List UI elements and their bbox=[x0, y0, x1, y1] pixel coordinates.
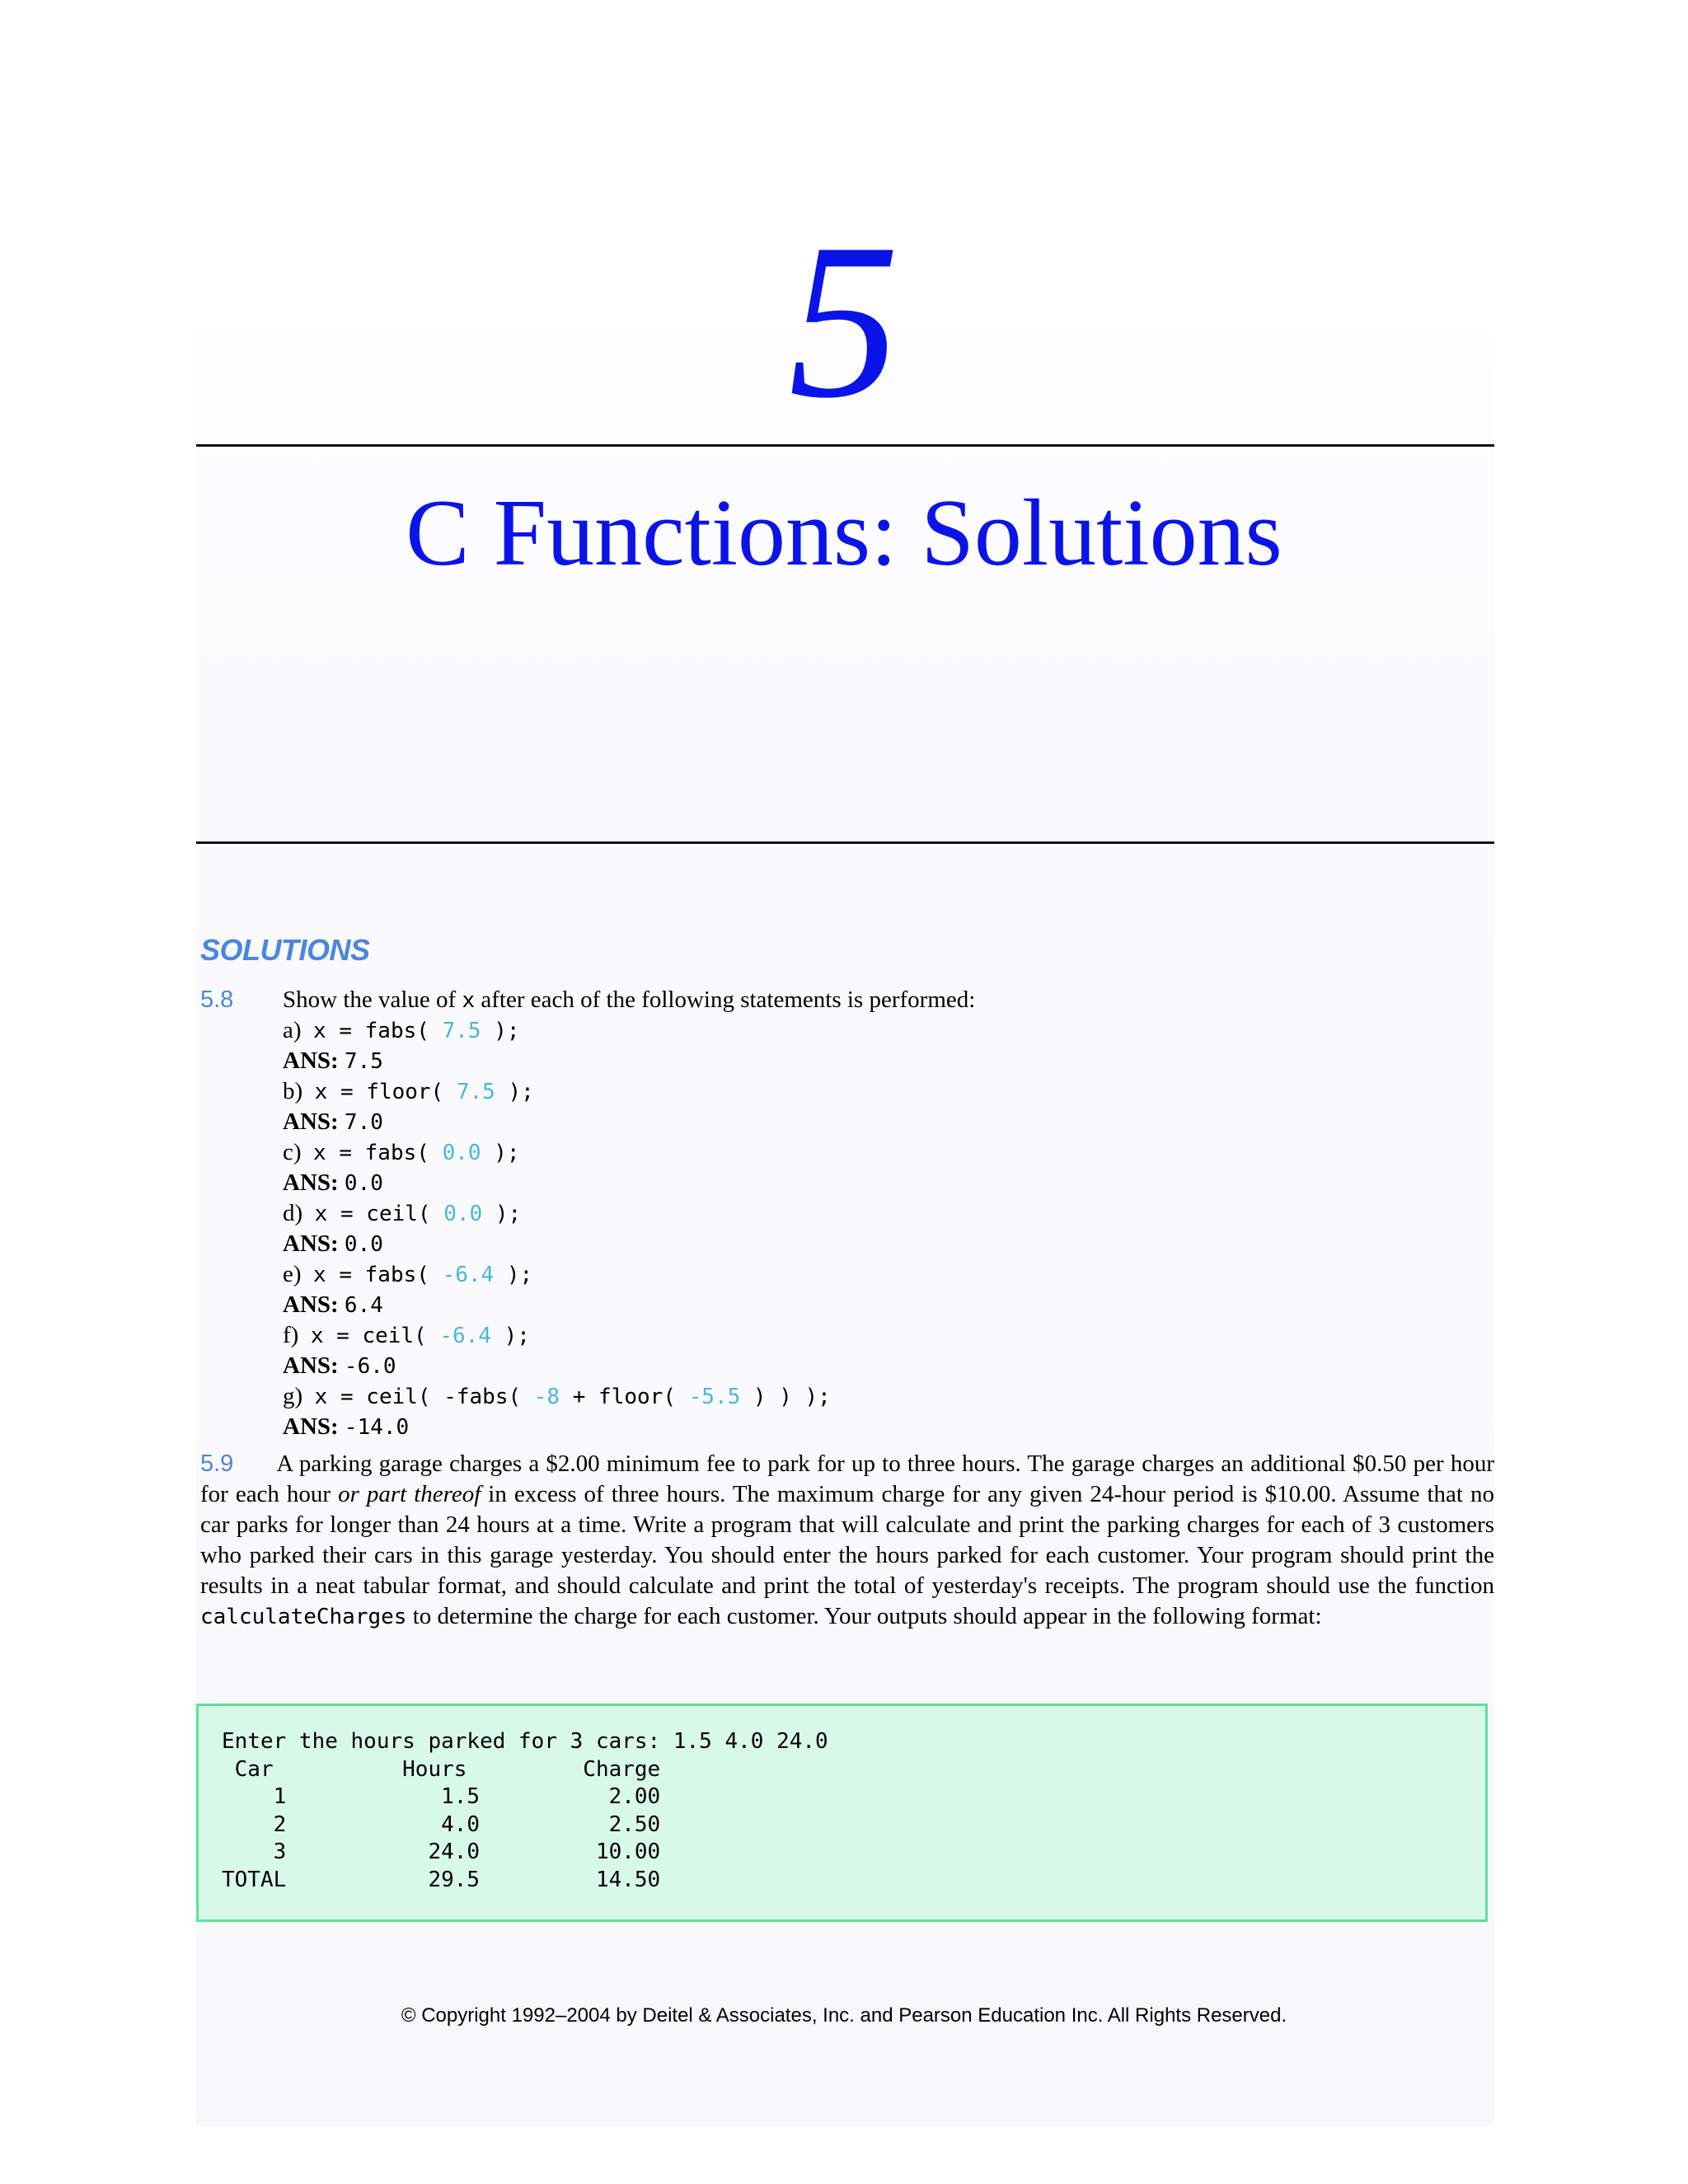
exercise-number-5-9: 5.9 bbox=[200, 1451, 234, 1477]
program-output-text: Enter the hours parked for 3 cars: 1.5 4.0 24.0 Car Hours Charge 1 1.5 2.00 2 4.0 2.50 3 24.0 10.00 TOTAL 29.5 14.50 bbox=[222, 1729, 828, 1892]
question-label: f) bbox=[283, 1322, 299, 1348]
question-code: x = ceil( -fabs( -8 + floor( -5.5 ) ) ); bbox=[314, 1385, 831, 1409]
emphasis-text: or part thereof bbox=[338, 1481, 481, 1507]
intro-text: Show the value of bbox=[283, 987, 462, 1013]
function-name: calculateCharges bbox=[200, 1605, 407, 1629]
answer-value: 0.0 bbox=[344, 1171, 383, 1196]
question-line-g bbox=[283, 1381, 1437, 1412]
program-output-box bbox=[196, 1704, 1488, 1922]
answer-line-g bbox=[283, 1412, 1437, 1442]
answer-label: ANS: bbox=[283, 1352, 339, 1379]
answer-value: 6.4 bbox=[344, 1293, 383, 1318]
answer-label: ANS: bbox=[283, 1108, 339, 1135]
answer-label: ANS: bbox=[283, 1230, 339, 1257]
exercise-5-8-items bbox=[283, 1015, 1437, 1381]
answer-label: ANS: bbox=[283, 1291, 339, 1318]
answer-label: ANS: bbox=[283, 1413, 339, 1440]
bottom-divider bbox=[196, 841, 1494, 844]
question-label: e) bbox=[283, 1261, 302, 1287]
intro-text-end: after each of the following statements is performed: bbox=[475, 987, 976, 1013]
answer-label: ANS: bbox=[283, 1169, 339, 1196]
copyright-notice: © Copyright 1992–2004 by Deitel & Associates, Inc. and Pearson Education Inc. All Rights Reserved. bbox=[401, 2004, 1287, 2027]
answer-line bbox=[283, 1290, 1437, 1320]
answer-value: 0.0 bbox=[344, 1232, 383, 1257]
top-divider bbox=[196, 444, 1494, 447]
exercise-5-8-body bbox=[283, 985, 1437, 1442]
question-code: x = fabs( 7.5 ); bbox=[313, 1019, 520, 1043]
answer-line bbox=[283, 1229, 1437, 1259]
question-label: g) bbox=[283, 1383, 303, 1409]
exercise-5-8-intro bbox=[283, 985, 1437, 1015]
answer-label: ANS: bbox=[283, 1047, 339, 1074]
question-label: c) bbox=[283, 1139, 302, 1165]
answer-value: -6.0 bbox=[344, 1354, 396, 1379]
chapter-title: C Functions: Solutions bbox=[406, 480, 1282, 586]
question-line bbox=[283, 1320, 1437, 1351]
question-code: x = fabs( -6.4 ); bbox=[313, 1263, 533, 1287]
question-code: x = ceil( -6.4 ); bbox=[310, 1324, 530, 1348]
question-code: x = ceil( 0.0 ); bbox=[314, 1202, 522, 1226]
question-label: a) bbox=[283, 1017, 302, 1043]
answer-line bbox=[283, 1107, 1437, 1137]
exercise-5-9-paragraph: 5.9 A parking garage charges a $2.00 minimum fee to park for up to three hours. The garage charges an additional $0.50 per hour for each hour or part thereof in excess of three hours. The maximum charge for any given 24-hour period is $10.00. Assume that no car parks for longer than 24 hours at a time. Write a program that will calculate and print the parking charges for each of 3 customers who parked their cars in this garage yesterday. You should enter the hours parked for each customer. Your program should print the results in a neat tabular format, and should calculate and print the total of yesterday's receipts. The program should use the function calculateCharges to determine the charge for each customer. Your outputs should appear in the following format: bbox=[200, 1451, 1494, 1629]
answer-value: -14.0 bbox=[344, 1415, 410, 1440]
answer-value: 7.0 bbox=[344, 1110, 383, 1135]
question-line bbox=[283, 1198, 1437, 1229]
question-code: x = fabs( 0.0 ); bbox=[313, 1141, 520, 1165]
question-line bbox=[283, 1076, 1437, 1107]
chapter-number: 5 bbox=[788, 198, 900, 444]
section-heading: SOLUTIONS bbox=[200, 933, 370, 967]
question-line bbox=[283, 1259, 1437, 1290]
answer-line bbox=[283, 1351, 1437, 1381]
question-code: x = floor( 7.5 ); bbox=[314, 1080, 534, 1104]
intro-variable: x bbox=[462, 988, 476, 1013]
exercise-number-5-8: 5.8 bbox=[200, 987, 234, 1013]
question-label: d) bbox=[283, 1200, 303, 1226]
question-line bbox=[283, 1015, 1437, 1046]
question-label: b) bbox=[283, 1078, 303, 1104]
question-line bbox=[283, 1137, 1437, 1168]
answer-line bbox=[283, 1168, 1437, 1198]
answer-line bbox=[283, 1046, 1437, 1076]
answer-value: 7.5 bbox=[344, 1049, 383, 1074]
